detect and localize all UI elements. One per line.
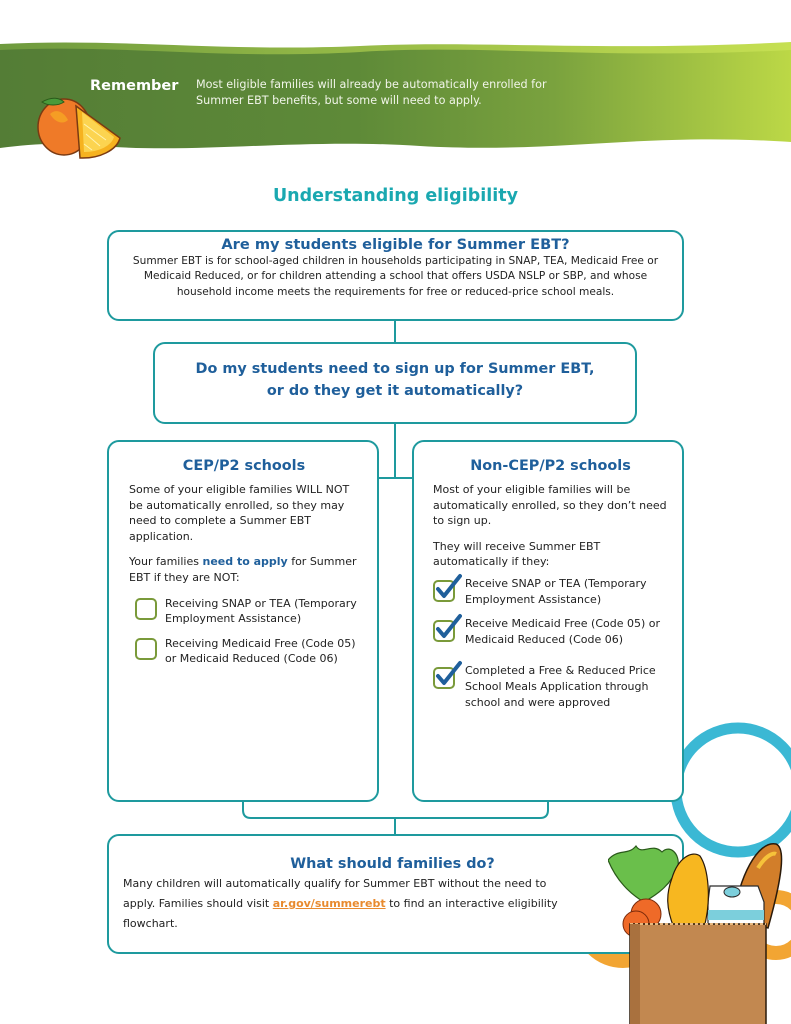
- cep-criteria-item: [129, 596, 359, 627]
- checked-checkbox-icon: [433, 580, 455, 602]
- cep-criteria-item: [129, 636, 359, 667]
- families-heading: What should families do?: [290, 856, 495, 872]
- grocery-bag-icon: [608, 838, 788, 1024]
- cep-heading: CEP/P2 schools: [182, 458, 306, 474]
- non-cep-criteria-item: [433, 576, 668, 607]
- orange-fruit-icon: [34, 94, 154, 164]
- cep-lead: [129, 554, 359, 585]
- need-to-apply-emphasis: need to apply: [202, 555, 288, 569]
- families-body-text: Many children will automatically qualify for Summer EBT without the need to apply. Families should visit: [123, 877, 547, 910]
- non-cep-criteria-item: [433, 616, 668, 647]
- banner-text: Most eligible families will already be automatically enrolled for Summer EBT benefits, but some will need to apply.: [196, 78, 547, 107]
- signup-question-box: [153, 342, 637, 424]
- non-cep-heading: Non-CEP/P2 schools: [470, 458, 631, 474]
- non-cep-intro: Most of your eligible families will be automatically enrolled, so they don’t need to sign up.: [433, 483, 667, 528]
- empty-checkbox-icon: [135, 638, 157, 660]
- criteria-text: Receive Medicaid Free (Code 05) or Medicaid Reduced (Code 06): [465, 617, 661, 646]
- eligibility-heading: Are my students eligible for Summer EBT?: [221, 236, 570, 253]
- cep-intro: Some of your eligible families WILL NOT be automatically enrolled, so they may need to complete a Summer EBT application.: [129, 483, 350, 543]
- families-body: [123, 874, 579, 934]
- criteria-text: Completed a Free & Reduced Price School Meals Application through school and were approved: [465, 664, 656, 709]
- criteria-text: Receiving SNAP or TEA (Temporary Employment Assistance): [165, 596, 357, 626]
- eligibility-box: [107, 230, 684, 321]
- banner-title: Remember: [90, 78, 179, 94]
- cep-schools-box: [107, 440, 379, 802]
- non-cep-lead: They will receive Summer EBT automatically if they:: [433, 539, 601, 569]
- eligibility-body: Summer EBT is for school-aged children in households participating in SNAP, TEA, Medicaid Free or Medicaid Reduced, or for children attending a school that offers USDA NSLP or SBP, and whose household income meets the requirements for free or reduced-price school meals.: [132, 255, 659, 298]
- criteria-text: Receiving Medicaid Free (Code 05) or Medicaid Reduced (Code 06): [165, 636, 356, 666]
- non-cep-criteria-item: [433, 663, 668, 710]
- section-title: Understanding eligibility: [272, 186, 519, 206]
- cep-lead-text-end: for Summer EBT if they are NOT:: [129, 555, 357, 584]
- signup-heading-line1: Do my students need to sign up for Summer EBT,: [195, 361, 595, 377]
- summer-ebt-link[interactable]: ar.gov/summerebt: [272, 897, 386, 910]
- blue-ring-decoration: [676, 728, 791, 852]
- cep-lead-text: Your families: [129, 555, 203, 569]
- signup-heading-line2: or do they get it automatically?: [266, 383, 524, 399]
- empty-checkbox-icon: [135, 598, 157, 620]
- checked-checkbox-icon: [433, 620, 455, 642]
- families-action-box: [107, 834, 684, 954]
- non-cep-schools-box: [412, 440, 684, 802]
- checked-checkbox-icon: [433, 667, 455, 689]
- criteria-text: Receive SNAP or TEA (Temporary Employment Assistance): [465, 576, 647, 606]
- families-body-text-end: to find an interactive eligibility flowchart.: [123, 897, 558, 930]
